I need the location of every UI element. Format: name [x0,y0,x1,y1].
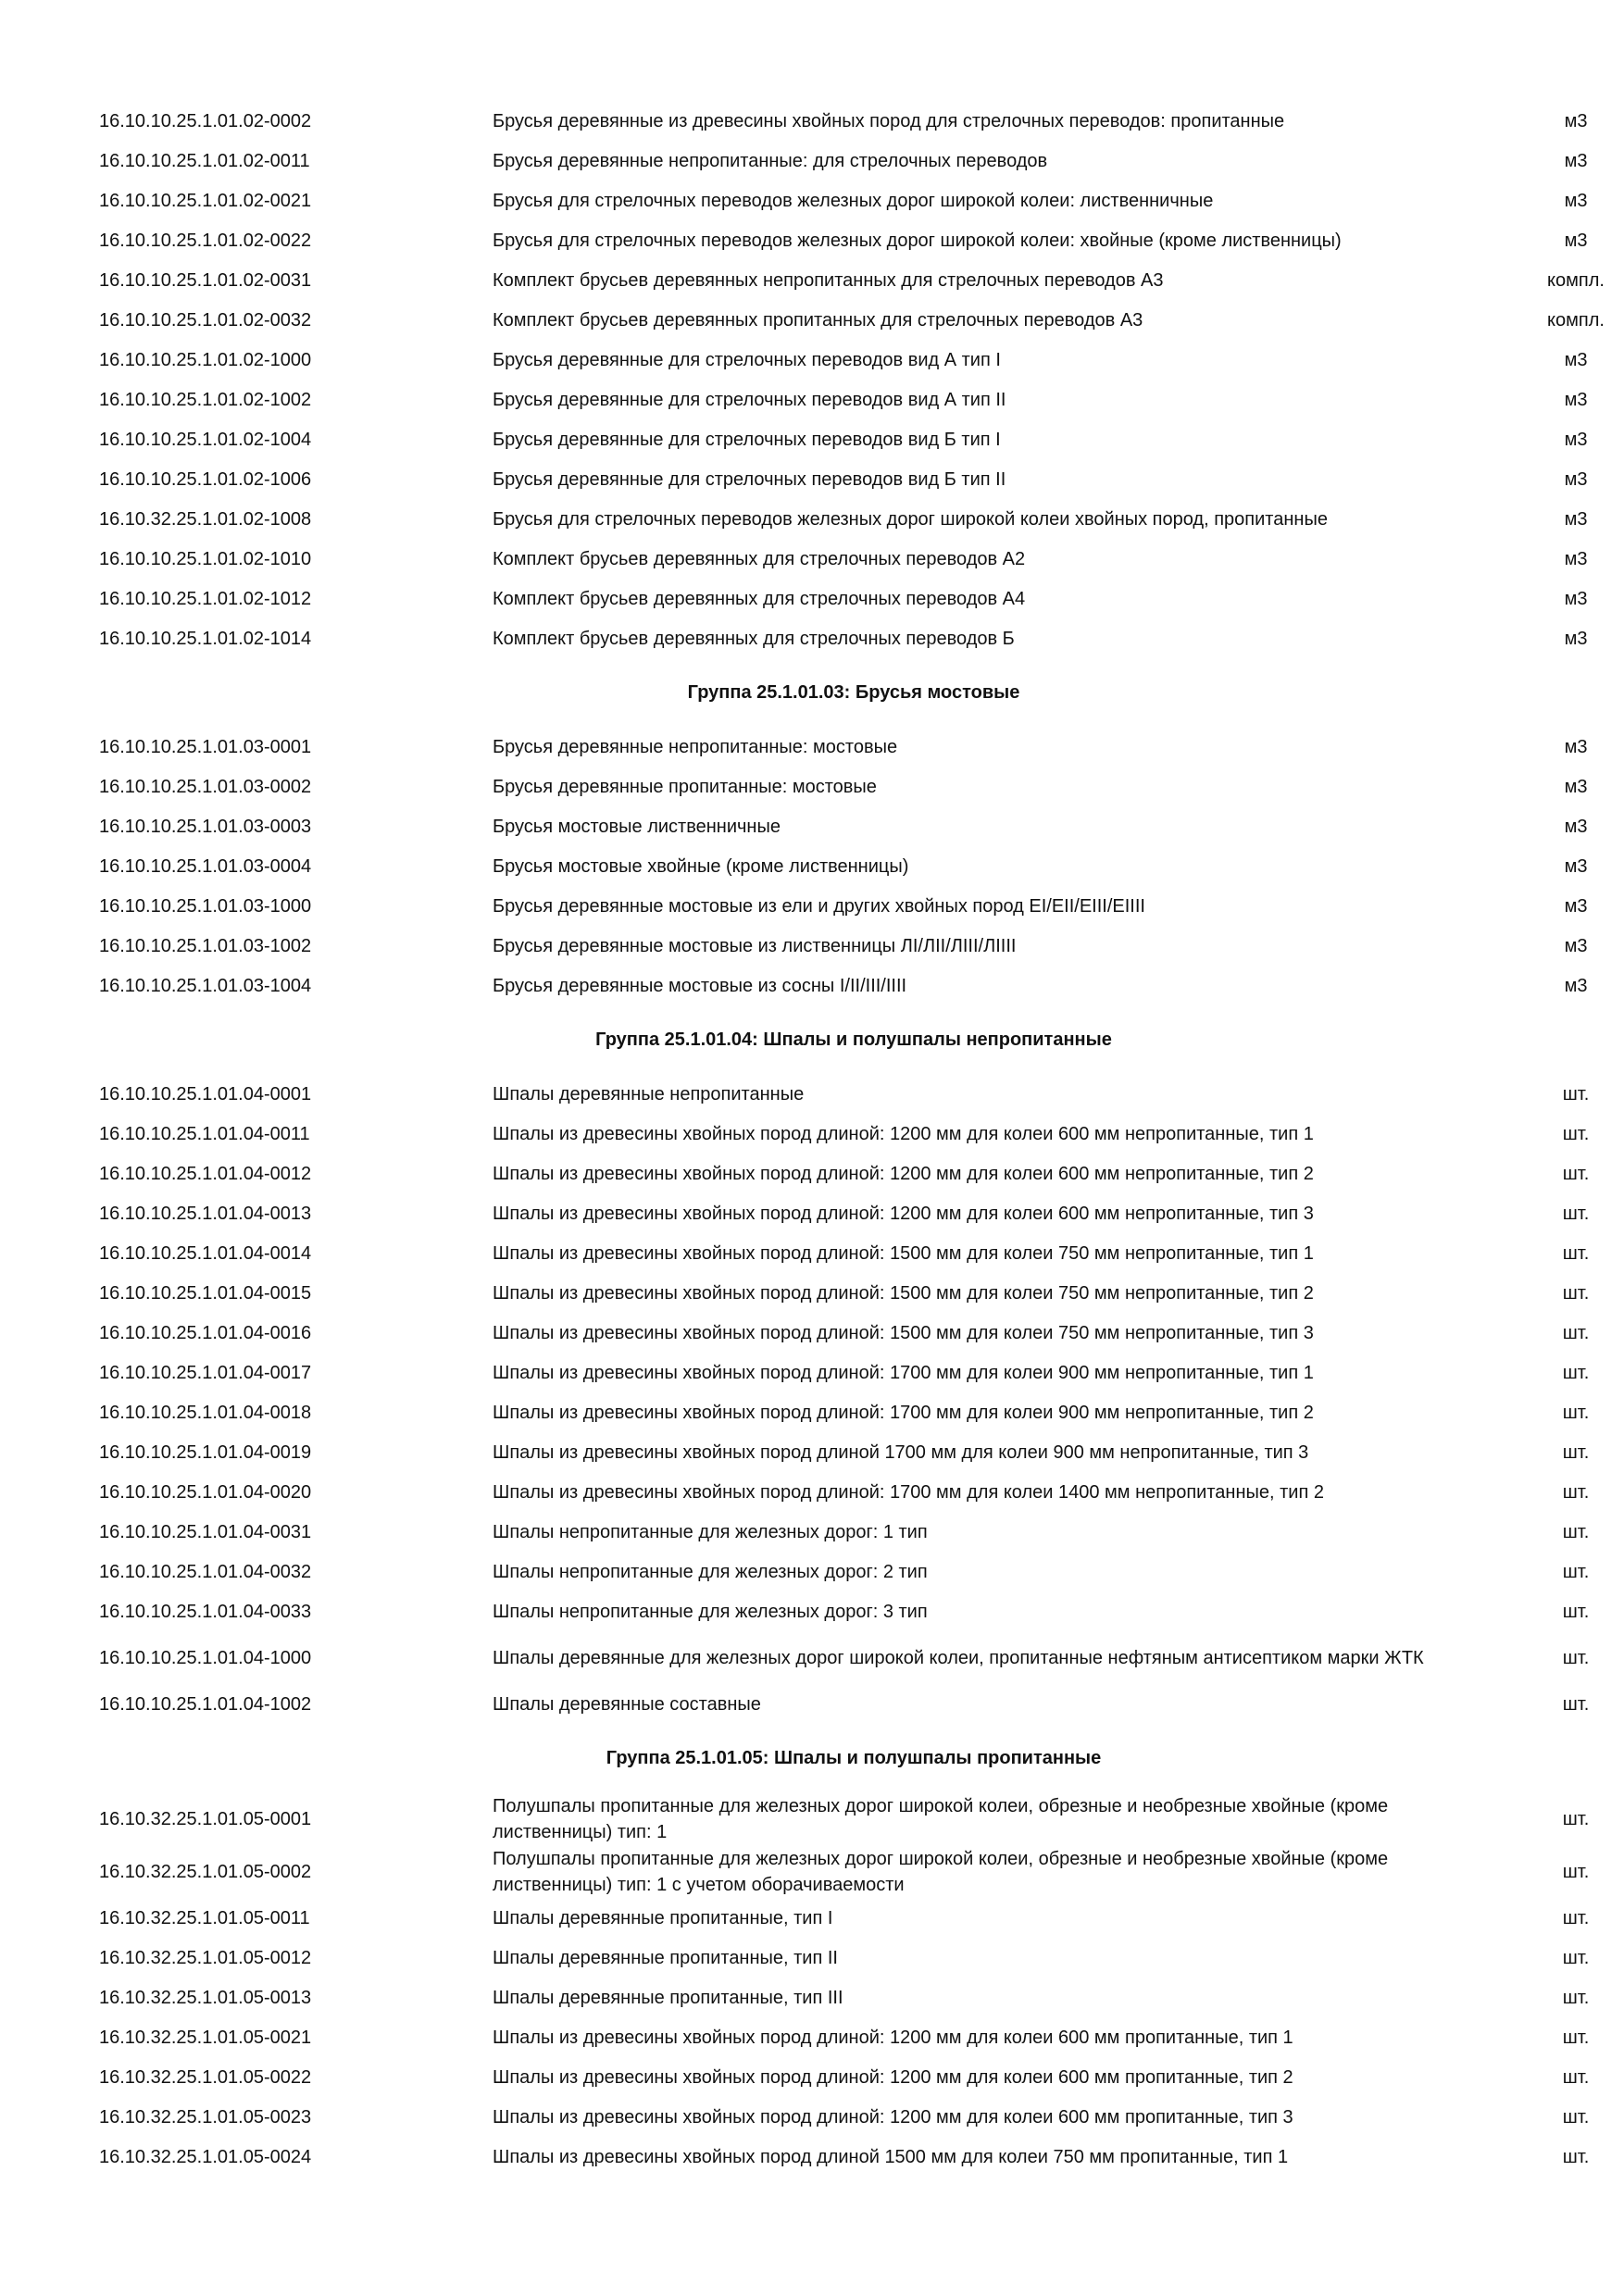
table-row [0,380,1624,419]
table-row [0,220,1624,260]
unit-of-measure: компл. [1547,309,1605,331]
group-heading: Группа 25.1.01.04: Шпалы и полушпалы непропитанные [595,1029,1112,1050]
table-row [0,1313,1624,1353]
resource-code: 16.10.10.25.1.01.04-1002 [99,1693,312,1715]
table-row [0,1273,1624,1313]
table-row [0,260,1624,300]
unit-of-measure: шт. [1562,1123,1590,1144]
resource-name: Брусья деревянные для стрелочных переводов вид А тип II [493,389,1006,410]
unit-of-measure: м3 [1564,230,1588,251]
resource-name: Шпалы непропитанные для железных дорог: 2 тип [493,1561,928,1582]
resource-code: 16.10.10.25.1.01.02-0021 [99,190,312,211]
unit-of-measure: шт. [1562,1322,1590,1343]
resource-code: 16.10.10.25.1.01.04-0018 [99,1402,312,1423]
resource-code: 16.10.10.25.1.01.02-0011 [99,150,310,171]
resource-code: 16.10.32.25.1.01.05-0002 [99,1861,312,1882]
resource-name: Брусья деревянные для стрелочных переводов вид А тип I [493,349,1001,370]
unit-of-measure: м3 [1564,389,1588,410]
table-row [0,340,1624,380]
unit-of-measure: м3 [1564,816,1588,837]
table-row [0,1472,1624,1512]
resource-code: 16.10.10.25.1.01.04-0020 [99,1481,312,1503]
resource-code: 16.10.10.25.1.01.03-1002 [99,935,312,956]
table-row [0,1392,1624,1432]
table-row [0,2137,1624,2177]
resource-code: 16.10.32.25.1.01.05-0021 [99,2027,312,2048]
table-row [0,1552,1624,1591]
resource-code: 16.10.10.25.1.01.03-1004 [99,975,312,996]
resource-name: Шпалы из древесины хвойных пород длиной: 1700 мм для колеи 900 мм непропитанные, тип 1 [493,1362,1314,1383]
resource-name: Шпалы из древесины хвойных пород длиной: 1200 мм для колеи 600 мм пропитанные, тип 1 [493,2027,1293,2048]
table-row [0,806,1624,846]
resource-name: Шпалы из древесины хвойных пород длиной: 1700 мм для колеи 900 мм непропитанные, тип 2 [493,1402,1314,1423]
unit-of-measure: м3 [1564,855,1588,877]
resource-name: Шпалы деревянные пропитанные, тип II [493,1947,838,1968]
table-row [0,727,1624,767]
resource-name: Шпалы из древесины хвойных пород длиной: 1500 мм для колеи 750 мм непропитанные, тип 1 [493,1242,1314,1264]
table-row [0,499,1624,539]
resource-code: 16.10.32.25.1.01.05-0023 [99,2106,312,2128]
unit-of-measure: шт. [1562,1601,1590,1622]
resource-name: Брусья деревянные мостовые из ели и других хвойных пород ЕI/ЕII/ЕIII/ЕIIII [493,895,1145,917]
resource-code: 16.10.10.25.1.01.04-0033 [99,1601,312,1622]
unit-of-measure: м3 [1564,508,1588,530]
unit-of-measure: шт. [1562,1362,1590,1383]
resource-code: 16.10.10.25.1.01.02-1014 [99,628,312,649]
resource-code: 16.10.32.25.1.01.05-0012 [99,1947,312,1968]
unit-of-measure: м3 [1564,895,1588,917]
resource-name: Шпалы деревянные пропитанные, тип I [493,1907,833,1928]
resource-code: 16.10.10.25.1.01.04-0019 [99,1441,312,1463]
resource-name: Брусья деревянные мостовые из сосны I/II/III/IIII [493,975,907,996]
table-row [0,1233,1624,1273]
table-row [0,1898,1624,1938]
resource-code: 16.10.10.25.1.01.04-0032 [99,1561,312,1582]
unit-of-measure: шт. [1562,1693,1590,1715]
resource-code: 16.10.10.25.1.01.04-0015 [99,1282,312,1304]
resource-code: 16.10.32.25.1.01.05-0022 [99,2066,312,2088]
table-row [0,1154,1624,1193]
unit-of-measure: м3 [1564,935,1588,956]
unit-of-measure: м3 [1564,736,1588,757]
resource-code: 16.10.10.25.1.01.03-0004 [99,855,312,877]
table-row [0,1845,1624,1898]
resource-name: Комплект брусьев деревянных непропитанных для стрелочных переводов А3 [493,269,1164,291]
table-row [0,1193,1624,1233]
resource-code: 16.10.10.25.1.01.04-0012 [99,1163,312,1184]
unit-of-measure: шт. [1562,2027,1590,2048]
resource-name: Брусья деревянные непропитанные: для стрелочных переводов [493,150,1048,171]
resource-code: 16.10.10.25.1.01.02-0002 [99,110,312,131]
resource-name: Шпалы из древесины хвойных пород длиной: 1500 мм для колеи 750 мм непропитанные, тип 2 [493,1282,1314,1304]
table-row [0,1978,1624,2017]
resource-name: Шпалы из древесины хвойных пород длиной 1700 мм для колеи 900 мм непропитанные, тип 3 [493,1441,1309,1463]
resource-name: Шпалы из древесины хвойных пород длиной: 1500 мм для колеи 750 мм непропитанные, тип 3 [493,1322,1314,1343]
resource-code: 16.10.10.25.1.01.02-1012 [99,588,312,609]
resource-name: Комплект брусьев деревянных для стрелочных переводов А4 [493,588,1026,609]
resource-code: 16.10.10.25.1.01.03-0002 [99,776,312,797]
table-row [0,618,1624,658]
unit-of-measure: м3 [1564,628,1588,649]
resource-code: 16.10.10.25.1.01.04-0011 [99,1123,310,1144]
unit-of-measure: шт. [1562,2146,1590,2167]
table-row [0,419,1624,459]
table-row [0,539,1624,579]
resource-code: 16.10.10.25.1.01.04-0013 [99,1203,312,1224]
resource-name: Брусья мостовые хвойные (кроме лиственницы) [493,855,909,877]
resource-name: Брусья для стрелочных переводов железных дорог широкой колеи: хвойные (кроме лиственницы) [493,230,1342,251]
resource-name: Шпалы из древесины хвойных пород длиной: 1200 мм для колеи 600 мм непропитанные, тип 2 [493,1163,1314,1184]
resource-name: Шпалы непропитанные для железных дорог: 1 тип [493,1521,928,1542]
unit-of-measure: м3 [1564,588,1588,609]
resource-code: 16.10.10.25.1.01.02-0022 [99,230,312,251]
table-row [0,101,1624,141]
unit-of-measure: шт. [1562,1907,1590,1928]
resource-name: Комплект брусьев деревянных пропитанных для стрелочных переводов А3 [493,309,1143,331]
resource-code: 16.10.32.25.1.01.05-0011 [99,1907,310,1928]
group-heading: Группа 25.1.01.05: Шпалы и полушпалы пропитанные [606,1747,1102,1768]
resource-code: 16.10.32.25.1.01.02-1008 [99,508,312,530]
unit-of-measure: шт. [1562,2066,1590,2088]
table-row [0,300,1624,340]
resource-name: Шпалы деревянные составные [493,1693,761,1715]
resource-code: 16.10.10.25.1.01.04-0016 [99,1322,312,1343]
unit-of-measure: м3 [1564,110,1588,131]
resource-code: 16.10.10.25.1.01.03-0003 [99,816,312,837]
resource-name: Комплект брусьев деревянных для стрелочных переводов Б [493,628,1015,649]
unit-of-measure: шт. [1562,1808,1590,1829]
resource-code: 16.10.10.25.1.01.03-1000 [99,895,312,917]
resource-name: Брусья деревянные непропитанные: мостовые [493,736,898,757]
unit-of-measure: шт. [1562,1163,1590,1184]
unit-of-measure: шт. [1562,1441,1590,1463]
resource-name: Шпалы деревянные пропитанные, тип III [493,1987,843,2008]
table-row [0,926,1624,966]
resource-code: 16.10.10.25.1.01.04-0014 [99,1242,312,1264]
resource-code: 16.10.32.25.1.01.05-0013 [99,1987,312,2008]
resource-code: 16.10.10.25.1.01.02-1004 [99,429,312,450]
resource-code: 16.10.10.25.1.01.02-1006 [99,468,312,490]
unit-of-measure: шт. [1562,1083,1590,1104]
resource-name: Полушпалы пропитанные для железных дорог широкой колеи, обрезные и необрезные хвойные (кроме лиственницы) тип: 1 [493,1795,1389,1842]
unit-of-measure: м3 [1564,150,1588,171]
resource-name: Брусья деревянные для стрелочных переводов вид Б тип I [493,429,1001,450]
unit-of-measure: шт. [1562,1203,1590,1224]
table-row [0,2097,1624,2137]
unit-of-measure: шт. [1562,1481,1590,1503]
resource-name: Полушпалы пропитанные для железных дорог широкой колеи, обрезные и необрезные хвойные (кроме лиственницы) тип: 1 с учетом оборачиваемости [493,1848,1389,1895]
unit-of-measure: м3 [1564,349,1588,370]
table-row [0,767,1624,806]
table-row [0,966,1624,1005]
unit-of-measure: м3 [1564,776,1588,797]
table-row [0,2017,1624,2057]
unit-of-measure: шт. [1562,1947,1590,1968]
resource-name: Шпалы деревянные для железных дорог широкой колеи, пропитанные нефтяным антисептиком марки ЖТК [493,1647,1424,1668]
table-row [0,1074,1624,1114]
resource-name: Шпалы из древесины хвойных пород длиной: 1200 мм для колеи 600 мм непропитанные, тип 3 [493,1203,1314,1224]
unit-of-measure: шт. [1562,1561,1590,1582]
table-row [0,886,1624,926]
table-row [0,1631,1624,1684]
unit-of-measure: м3 [1564,548,1588,569]
resource-code: 16.10.10.25.1.01.02-0031 [99,269,312,291]
unit-of-measure: шт. [1562,1987,1590,2008]
resource-code: 16.10.10.25.1.01.02-1010 [99,548,312,569]
resource-code: 16.10.10.25.1.01.02-1000 [99,349,312,370]
unit-of-measure: шт. [1562,1402,1590,1423]
resource-name: Шпалы из древесины хвойных пород длиной: 1200 мм для колеи 600 мм непропитанные, тип 1 [493,1123,1314,1144]
resource-code: 16.10.10.25.1.01.04-0031 [99,1521,312,1542]
resource-code: 16.10.10.25.1.01.04-0017 [99,1362,312,1383]
unit-of-measure: м3 [1564,190,1588,211]
resource-code: 16.10.10.25.1.01.02-1002 [99,389,312,410]
table-row [0,1353,1624,1392]
resource-code: 16.10.10.25.1.01.04-0001 [99,1083,312,1104]
unit-of-measure: шт. [1562,1242,1590,1264]
resource-name: Шпалы из древесины хвойных пород длиной: 1200 мм для колеи 600 мм пропитанные, тип 3 [493,2106,1293,2128]
table-row [0,1792,1624,1845]
unit-of-measure: м3 [1564,975,1588,996]
resource-name: Комплект брусьев деревянных для стрелочных переводов А2 [493,548,1026,569]
group-heading: Группа 25.1.01.03: Брусья мостовые [687,681,1020,703]
table-row [0,181,1624,220]
resource-name: Шпалы из древесины хвойных пород длиной: 1200 мм для колеи 600 мм пропитанные, тип 2 [493,2066,1293,2088]
table-row [0,141,1624,181]
resource-name: Брусья деревянные для стрелочных переводов вид Б тип II [493,468,1006,490]
unit-of-measure: шт. [1562,2106,1590,2128]
resource-code: 16.10.32.25.1.01.05-0001 [99,1808,312,1829]
resource-code: 16.10.10.25.1.01.03-0001 [99,736,312,757]
unit-of-measure: шт. [1562,1521,1590,1542]
table-row [0,1591,1624,1631]
unit-of-measure: м3 [1564,429,1588,450]
table-row [0,459,1624,499]
resource-name: Шпалы из древесины хвойных пород длиной: 1700 мм для колеи 1400 мм непропитанные, тип 2 [493,1481,1324,1503]
table-row [0,1114,1624,1154]
resource-name: Шпалы деревянные непропитанные [493,1083,805,1104]
resource-code: 16.10.32.25.1.01.05-0024 [99,2146,312,2167]
resource-name: Шпалы непропитанные для железных дорог: 3 тип [493,1601,928,1622]
table-row [0,579,1624,618]
unit-of-measure: шт. [1562,1647,1590,1668]
resource-name: Брусья деревянные мостовые из лиственницы ЛI/ЛII/ЛIII/ЛIIII [493,935,1017,956]
resource-name: Брусья мостовые лиственничные [493,816,781,837]
unit-of-measure: м3 [1564,468,1588,490]
table-row [0,1512,1624,1552]
table-row [0,846,1624,886]
resource-code: 16.10.10.25.1.01.04-1000 [99,1647,312,1668]
resource-name: Брусья для стрелочных переводов железных дорог широкой колеи: лиственничные [493,190,1214,211]
table-row [0,1938,1624,1978]
table-row [0,1684,1624,1724]
table-row [0,1432,1624,1472]
resource-name: Брусья для стрелочных переводов железных дорог широкой колеи хвойных пород, пропитанные [493,508,1328,530]
resource-name: Брусья деревянные пропитанные: мостовые [493,776,877,797]
table-row [0,2057,1624,2097]
unit-of-measure: шт. [1562,1861,1590,1882]
resource-name: Шпалы из древесины хвойных пород длиной 1500 мм для колеи 750 мм пропитанные, тип 1 [493,2146,1289,2167]
unit-of-measure: шт. [1562,1282,1590,1304]
unit-of-measure: компл. [1547,269,1605,291]
resource-name: Брусья деревянные из древесины хвойных пород для стрелочных переводов: пропитанные [493,110,1285,131]
resource-code: 16.10.10.25.1.01.02-0032 [99,309,312,331]
